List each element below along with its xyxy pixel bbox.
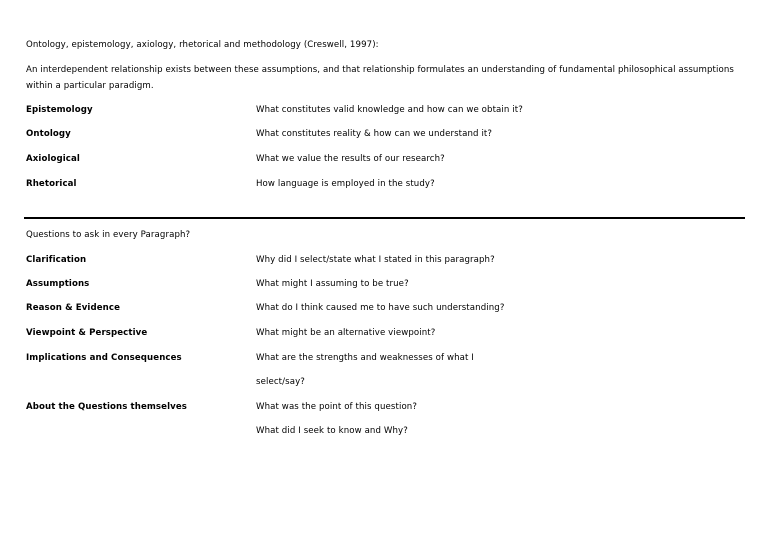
section1-heading: Ontology, epistemology, axiology, rhetorical and methodology (Creswell, 1997):	[26, 40, 379, 50]
question-about-questions-cont: What did I seek to know and Why?	[256, 426, 408, 436]
question-reason-evidence: What do I think caused me to have such understanding?	[256, 303, 505, 313]
term-about-questions: About the Questions themselves	[26, 402, 187, 412]
intro-line-2: within a particular paradigm.	[26, 81, 154, 91]
term-implications-consequences: Implications and Consequences	[26, 353, 182, 363]
section-divider	[24, 217, 745, 219]
question-clarification: Why did I select/state what I stated in this paragraph?	[256, 255, 495, 265]
question-axiological: What we value the results of our research?	[256, 154, 445, 164]
term-clarification: Clarification	[26, 255, 87, 265]
intro-line-1: An interdependent relationship exists between these assumptions, and that relationship formulates an understanding of fundamental philosophical assumptions	[26, 65, 734, 75]
term-epistemology: Epistemology	[26, 105, 93, 115]
term-assumptions: Assumptions	[26, 279, 90, 289]
question-rhetorical: How language is employed in the study?	[256, 179, 435, 189]
term-rhetorical: Rhetorical	[26, 179, 77, 189]
term-viewpoint-perspective: Viewpoint & Perspective	[26, 328, 148, 338]
question-implications-consequences-cont: select/say?	[256, 377, 305, 387]
term-ontology: Ontology	[26, 129, 71, 139]
question-epistemology: What constitutes valid knowledge and how can we obtain it?	[256, 105, 523, 115]
section2-heading: Questions to ask in every Paragraph?	[26, 230, 191, 240]
question-implications-consequences: What are the strengths and weaknesses of what I	[256, 353, 474, 363]
question-assumptions: What might I assuming to be true?	[256, 279, 409, 289]
term-axiological: Axiological	[26, 154, 80, 164]
question-ontology: What constitutes reality & how can we understand it?	[256, 129, 493, 139]
question-about-questions: What was the point of this question?	[256, 402, 418, 412]
question-viewpoint-perspective: What might be an alternative viewpoint?	[256, 328, 436, 338]
term-reason-evidence: Reason & Evidence	[26, 303, 120, 313]
